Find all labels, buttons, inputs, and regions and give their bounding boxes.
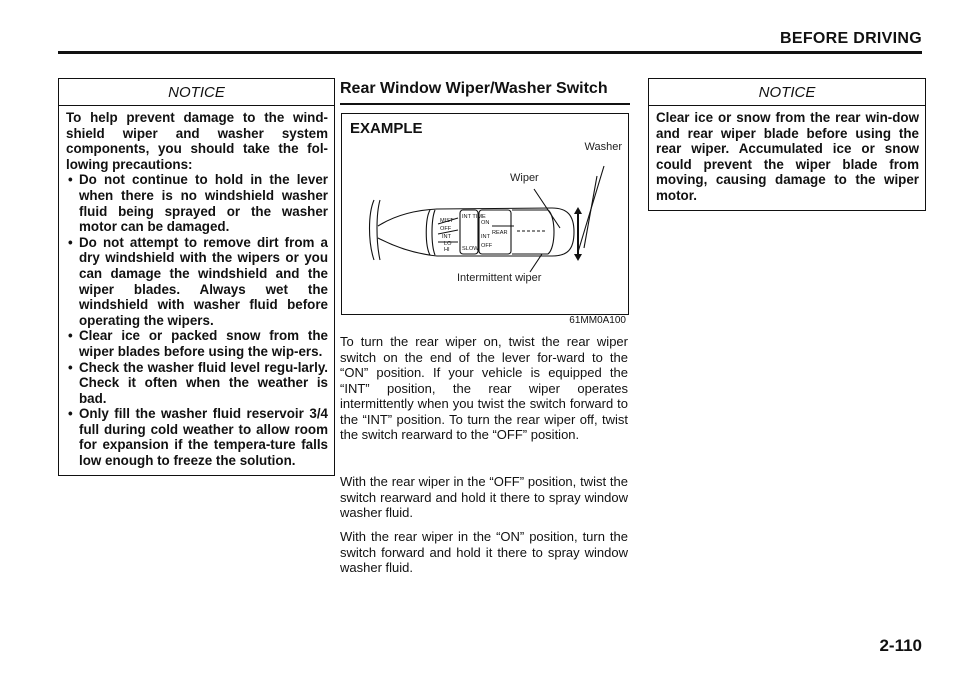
page-header-title: BEFORE DRIVING <box>780 30 922 47</box>
body-paragraph: With the rear wiper in the “OFF” position, twist the switch rearward and hold it there to spray window washer fluid. <box>340 474 628 520</box>
lever-mark-off-rear: OFF <box>481 243 493 249</box>
notice-text: Clear ice or snow from the rear win-dow and rear wiper blade before using the rear wiper. Accumulated ice or snow could prevent the wiper blade from moving, causing damage to the wiper motor. <box>656 110 919 203</box>
lever-mark-int-rear: INT <box>481 234 491 240</box>
notice-title: NOTICE <box>649 79 925 106</box>
section-rule <box>340 103 630 105</box>
notice-bullet-item: • Do not continue to hold in the lever when there is no windshield washer fluid being sprayed or the washer motor can be damaged. <box>66 172 328 234</box>
notice-bullet-item: • Check the washer fluid level regu-larly. Check it often when the weather is bad. <box>66 360 328 407</box>
lever-mark-mist: MIST <box>440 218 454 224</box>
figure-code: 61MM0A100 <box>569 315 626 326</box>
notice-bullet-item: • Do not attempt to remove dirt from a dry windshield with the wipers or you can damage the windshield and the wiper blades. Always wet the windshield with washer fluid before operating the wipers. <box>66 235 328 329</box>
section-title: Rear Window Wiper/Washer Switch <box>340 80 608 97</box>
example-figure <box>341 113 629 315</box>
wiper-lever-illustration <box>342 114 628 314</box>
notice-bullet-list <box>66 172 328 468</box>
lever-mark-lo: LO <box>444 241 452 247</box>
lever-mark-rear: REAR <box>492 230 508 236</box>
page-number: 2-110 <box>879 636 922 655</box>
washer-label: Washer <box>584 141 622 153</box>
body-paragraph: To turn the rear wiper on, twist the rear wiper switch on the end of the lever for-ward to the “ON” position. If your vehicle is equipped the “INT” position, the rear wiper operates intermittently when you twist the switch forward to the “INT” position. To turn the rear wiper off, twist the switch rearward to the “OFF” position. <box>340 334 628 442</box>
example-label: EXAMPLE <box>350 120 423 137</box>
lever-mark-on: ON <box>481 220 490 226</box>
notice-box-right <box>648 78 926 211</box>
notice-intro: To help prevent damage to the wind-shield wiper and washer system components, you should take the fol-lowing precautions: <box>66 110 328 172</box>
body-paragraph: With the rear wiper in the “ON” position, turn the switch forward and hold it there to spray window washer fluid. <box>340 529 628 575</box>
notice-bullet-item: • Clear ice or packed snow from the wiper blades before using the wip-ers. <box>66 328 328 359</box>
lever-mark-slow: SLOW <box>462 246 479 252</box>
wiper-label: Wiper <box>510 172 539 184</box>
lever-mark-hi: HI <box>444 247 450 253</box>
intermittent-wiper-label: Intermittent wiper <box>457 272 542 284</box>
header-rule <box>58 51 922 54</box>
notice-box-left <box>58 78 335 476</box>
notice-bullet-item: • Only fill the washer fluid reservoir 3/4 full during cold weather to allow room for expansion if the tempera-ture falls low enough to freeze the solution. <box>66 406 328 468</box>
lever-mark-int-time: INT TIME <box>462 214 486 220</box>
lever-mark-int: INT <box>442 234 452 240</box>
notice-title: NOTICE <box>59 79 334 106</box>
lever-mark-off: OFF <box>440 226 452 232</box>
